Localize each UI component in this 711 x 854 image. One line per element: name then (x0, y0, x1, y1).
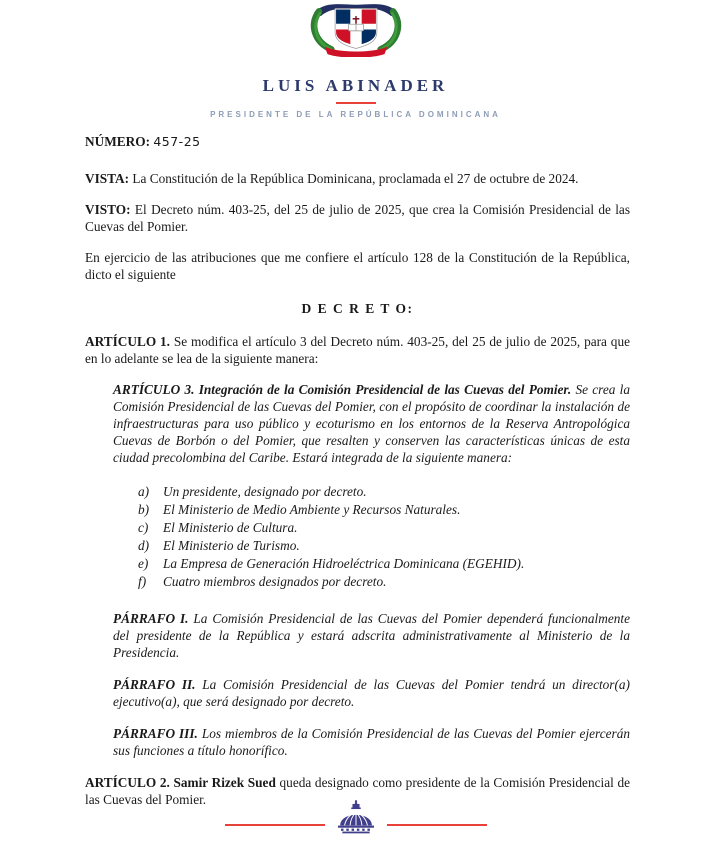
list-item-letter: f) (138, 574, 147, 589)
parrafo-1-text: La Comisión Presidencial de las Cuevas del Pomier dependerá funcionalmente del presidente de la República y estará adscrita administrativamente al Ministerio de la Presidencia. (113, 611, 630, 660)
articulo-2-label: ARTÍCULO 2. (85, 775, 170, 790)
vista-text: La Constitución de la República Dominicana, proclamada el 27 de octubre de 2024. (132, 171, 579, 186)
parrafo-2-text: La Comisión Presidencial de las Cuevas del Pomier tendrá un director(a) ejecutivo(a), que será designado por decreto. (113, 677, 630, 709)
president-subtitle: PRESIDENTE DE LA REPÚBLICA DOMINICANA (210, 110, 501, 119)
list-item (138, 537, 630, 554)
president-name: LUIS ABINADER (262, 76, 449, 95)
parrafo-2-label: PÁRRAFO II. (113, 677, 196, 692)
list-item-letter: e) (138, 556, 149, 571)
list-item (138, 519, 630, 536)
list-item-letter: d) (138, 538, 150, 553)
list-item-text: El Ministerio de Medio Ambiente y Recursos Naturales. (163, 502, 461, 517)
list-item (138, 483, 630, 500)
list-item-text: El Ministerio de Turismo. (163, 538, 300, 553)
articulo-3-label: ARTÍCULO 3. Integración de la Comisión Presidencial de las Cuevas del Pomier. (113, 382, 572, 397)
list-item-letter: a) (138, 484, 150, 499)
list-item-text: Cuatro miembros designados por decreto. (163, 574, 387, 589)
coat-of-arms-icon (292, 0, 420, 57)
list-item (138, 501, 630, 518)
visto-label: VISTO: (85, 202, 131, 217)
articulo-1-text: Se modifica el artículo 3 del Decreto núm. 403-25, del 25 de julio de 2025, para que en lo adelante se lea de la siguiente manera: (85, 334, 630, 366)
articulo-2-text: queda designado como presidente de la Comisión Presidencial de las Cuevas del Pomier. (85, 775, 630, 807)
document-header (0, 0, 711, 119)
list-item-letter: b) (138, 502, 150, 517)
parrafo-2 (113, 676, 630, 710)
intro-paragraph: En ejercicio de las atribuciones que me confiere el artículo 128 de la Constitución de la República, dicto el siguiente (85, 250, 630, 282)
document-footer (0, 799, 711, 836)
articulo-1-label: ARTÍCULO 1. (85, 334, 171, 349)
vista-label: VISTA: (85, 171, 130, 186)
numero-label: NÚMERO: (85, 134, 150, 149)
list-item-text: La Empresa de Generación Hidroeléctrica Dominicana (EGEHID). (163, 556, 525, 571)
decreto-heading: D E C R E T O: (301, 301, 414, 316)
members-list (138, 483, 630, 590)
parrafo-3-label: PÁRRAFO III. (113, 726, 198, 741)
parrafo-1 (113, 610, 630, 661)
decree-number: 457-25 (153, 134, 201, 149)
articulo-2-appointee: Samir Rizek Sued (173, 775, 276, 790)
decree-body (0, 119, 711, 808)
vista-paragraph (85, 170, 630, 187)
visto-text: El Decreto núm. 403-25, del 25 de julio de 2025, que crea la Comisión Presidencial de las Cuevas del Pomier. (85, 202, 631, 234)
palace-dome-icon (334, 799, 378, 836)
list-item-letter: c) (138, 520, 149, 535)
articulo-1-paragraph (85, 333, 630, 367)
visto-paragraph (85, 201, 630, 235)
articulo-3-text: Se crea la Comisión Presidencial de las Cuevas del Pomier, con el propósito de coordinar la instalación de infraestructuras para uso público y ecoturismo en los entornos de la Reserva Antropológica Cuevas de Borbón o del Pomier, que resalten y conserven las características únicas de esta ciudad precolombina del Caribe. Estará integrada de la siguiente manera: (113, 382, 630, 465)
parrafo-1-label: PÁRRAFO I. (113, 611, 189, 626)
parrafo-3 (113, 725, 630, 759)
list-item (138, 555, 630, 572)
list-item (138, 573, 630, 590)
list-item-text: El Ministerio de Cultura. (163, 520, 298, 535)
list-item-text: Un presidente, designado por decreto. (163, 484, 367, 499)
numero-line (85, 133, 630, 150)
footer-right-line (387, 824, 487, 826)
footer-left-line (225, 824, 325, 826)
articulo-3-block (113, 381, 630, 466)
parrafo-3-text: Los miembros de la Comisión Presidencial de las Cuevas del Pomier ejercerán sus funciones a título honorífico. (113, 726, 631, 758)
red-divider (336, 102, 376, 104)
